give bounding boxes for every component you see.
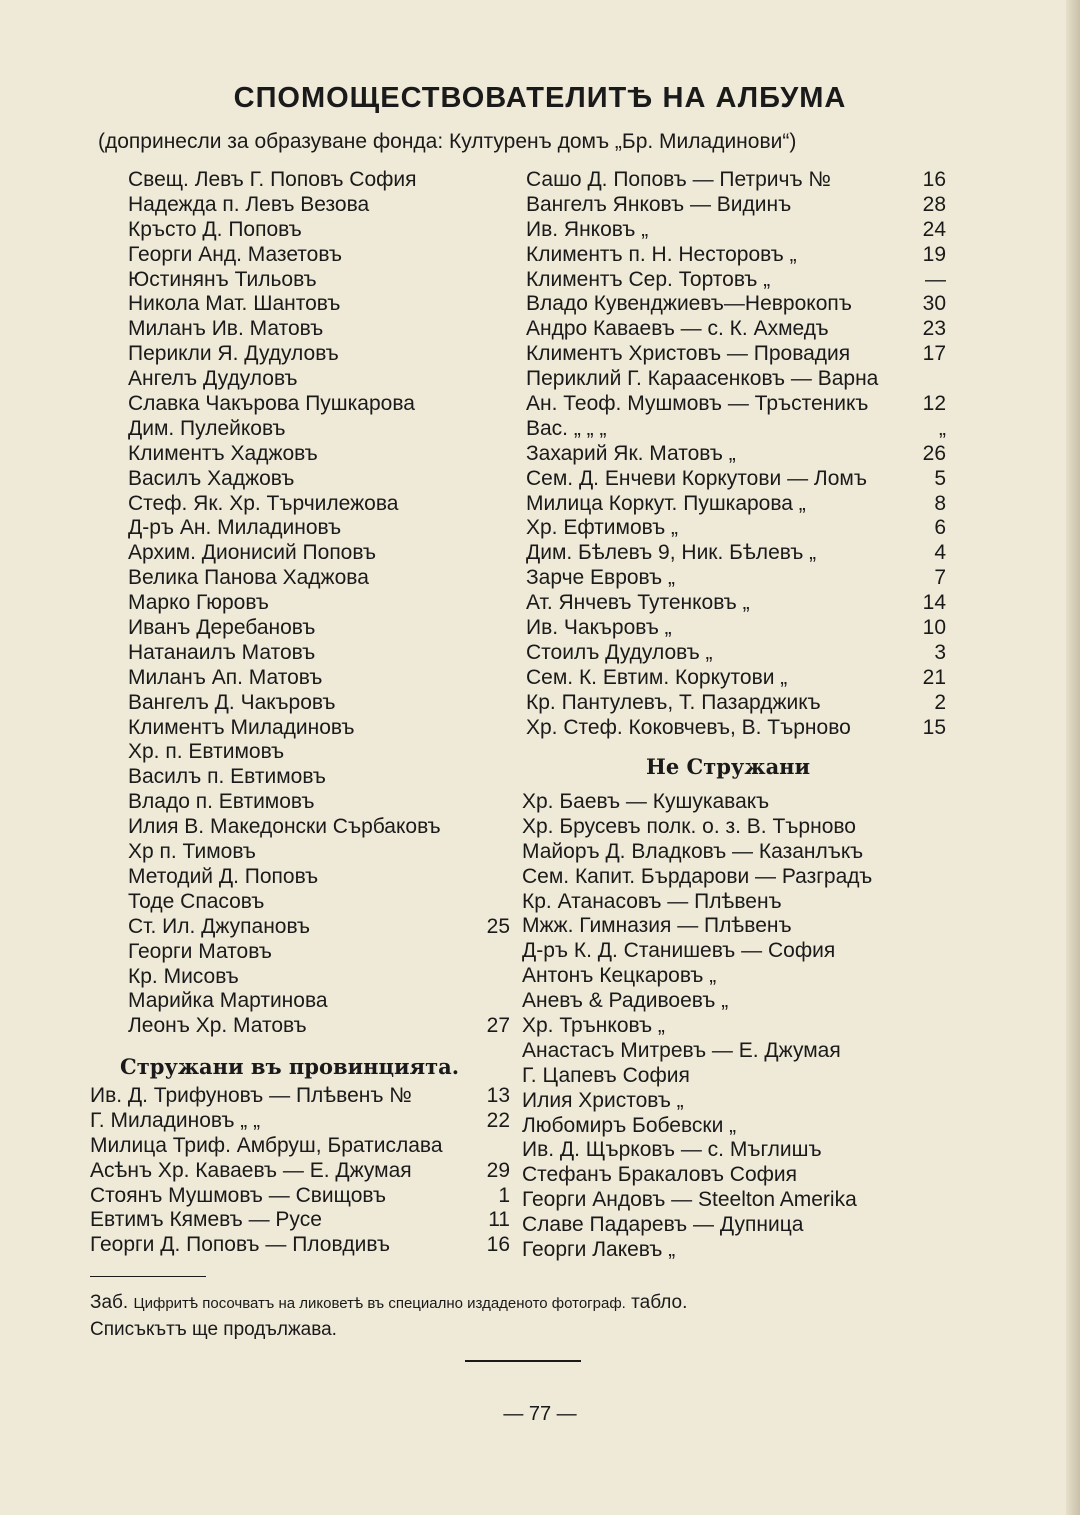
list-item: [128, 417, 510, 442]
list-item: [526, 616, 946, 641]
donor-name: Марийка Мартинова: [128, 989, 328, 1013]
list-item: [128, 915, 510, 940]
list-item: [128, 641, 510, 666]
list-item: [128, 492, 510, 517]
photo-number: [942, 1163, 946, 1188]
photo-number: 14: [922, 591, 946, 615]
photo-number: [506, 367, 510, 392]
photo-number: [506, 168, 510, 193]
list-item: [90, 1134, 510, 1159]
photo-number: 27: [486, 1014, 510, 1038]
list-item: [128, 541, 510, 566]
list-item: [128, 840, 510, 865]
donor-name: Кр. Мисовъ: [128, 964, 239, 988]
footnote-line2: Списъкътъ ще продължава.: [90, 1319, 337, 1340]
photo-number: [506, 641, 510, 666]
donor-name: Хр. Брусевъ полк. о. з. В. Търново: [522, 814, 856, 838]
donor-list-provincia: [90, 1084, 510, 1258]
photo-number: [506, 317, 510, 342]
donor-name: Сем. К. Евтим. Коркутови „: [526, 665, 788, 689]
photo-number: [942, 1114, 946, 1139]
section-heading-ne-struzhani: Не Стружани: [646, 754, 811, 779]
donor-name: Хр. Стеф. Коковчевъ, В. Търново: [526, 715, 851, 739]
photo-number: [506, 765, 510, 790]
donor-name: Вангелъ Янковъ — Видинъ: [526, 192, 792, 216]
donor-name: Зарче Евровъ „: [526, 566, 675, 590]
donor-name: Георги Андовъ — Steelton Amerika: [522, 1188, 857, 1212]
list-item: [526, 691, 946, 716]
section-heading-provincia: Стружани въ провинцията.: [120, 1054, 460, 1079]
photo-number: 22: [486, 1108, 510, 1132]
photo-number: [506, 840, 510, 865]
donor-name: Дим. Пулейковъ: [128, 416, 286, 440]
donor-name: Хр. Ефтимовъ „: [526, 516, 679, 540]
donor-name: Периклий Г. Караасенковъ — Варна: [526, 367, 879, 391]
photo-number: [506, 292, 510, 317]
list-item: [526, 516, 946, 541]
donor-name: Хр. Баевъ — Кушукавакъ: [522, 790, 770, 813]
list-item: [128, 566, 510, 591]
donor-name: Славе Падаревъ — Дупница: [522, 1213, 804, 1237]
donor-name: Георги Анд. Мазетовъ: [128, 242, 342, 266]
list-item: [128, 989, 510, 1014]
photo-number: 17: [922, 342, 946, 366]
photo-number: 11: [488, 1208, 510, 1232]
photo-number: [506, 492, 510, 517]
donor-name: Ат. Янчевъ Тутенковъ „: [526, 591, 750, 615]
list-item: [128, 716, 510, 741]
photo-number: [942, 815, 946, 840]
donor-name: Климентъ Сер. Тортовъ „: [526, 267, 771, 291]
donor-name: Георги Матовъ: [128, 939, 272, 963]
donor-name: Владо п. Евтимовъ: [128, 790, 315, 814]
list-item: [526, 292, 946, 317]
list-item: [522, 790, 946, 815]
photo-number: [506, 193, 510, 218]
donor-name: Аневъ & Радивоевъ „: [522, 989, 729, 1013]
photo-number: 5: [934, 466, 946, 490]
footnote-text: Цифритѣ посочватъ на ликоветѣ въ специално издаденото фотограф.: [133, 1295, 626, 1312]
photo-number: [506, 940, 510, 965]
list-item: [522, 1138, 946, 1163]
donor-name: Вангелъ Д. Чакъровъ: [128, 690, 336, 714]
photo-number: 30: [922, 292, 946, 316]
donor-name: Миланъ Ап. Матовъ: [128, 665, 323, 689]
list-item: [128, 268, 510, 293]
photo-number: —: [925, 267, 946, 291]
photo-number: [506, 541, 510, 566]
donor-list-ne-struzhani: [522, 790, 946, 1263]
list-item: [128, 666, 510, 691]
list-item: [522, 1014, 946, 1039]
photo-number: 28: [922, 192, 946, 216]
donor-name: Перикли Я. Дудуловъ: [128, 342, 339, 366]
list-item: [526, 193, 946, 218]
list-item: [128, 815, 510, 840]
photo-number: 19: [922, 242, 946, 266]
donor-name: Климентъ Христовъ — Провадия: [526, 342, 851, 366]
photo-number: [942, 1213, 946, 1238]
donor-name: Илия Христовъ „: [522, 1088, 684, 1112]
photo-number: 2: [934, 690, 946, 714]
footnote-tail: табло.: [631, 1292, 688, 1313]
list-item: [526, 591, 946, 616]
list-item: [522, 1163, 946, 1188]
list-item: [90, 1084, 510, 1109]
list-item: [522, 1238, 946, 1263]
donor-name: Надежда п. Левъ Везова: [128, 192, 370, 216]
list-item: [128, 516, 510, 541]
donor-name: Любомиръ Бобевски „: [522, 1113, 737, 1137]
list-item: [522, 1089, 946, 1114]
photo-number: [506, 342, 510, 367]
list-item: [522, 840, 946, 865]
list-item: [522, 815, 946, 840]
donor-name: Георги Д. Поповъ — Пловдивъ: [90, 1233, 390, 1257]
photo-number: [506, 989, 510, 1014]
list-item: [526, 268, 946, 293]
photo-number: „: [939, 416, 946, 440]
list-item: [522, 1039, 946, 1064]
photo-number: [506, 616, 510, 641]
photo-number: [942, 890, 946, 915]
donor-name: Хр п. Тимовъ: [128, 840, 256, 864]
list-item: [128, 342, 510, 367]
list-item: [128, 691, 510, 716]
page-title: СПОМОЩЕСТВОВАТЕЛИТѢ НА АЛБУМА: [233, 82, 847, 114]
list-item: [90, 1184, 510, 1209]
photo-number: [942, 1014, 946, 1039]
donor-name: Д-ръ К. Д. Станишевъ — София: [522, 939, 836, 963]
list-item: [526, 417, 946, 442]
donor-name: Стеф. Як. Хр. Търчилежова: [128, 491, 399, 515]
page-edge: [1066, 0, 1080, 1515]
photo-number: 10: [922, 616, 946, 640]
donor-name: Г. Цапевъ София: [522, 1063, 690, 1087]
donor-name: Василъ п. Евтимовъ: [128, 765, 326, 789]
photo-number: 21: [922, 665, 946, 689]
photo-number: 13: [486, 1084, 510, 1107]
donor-name: Вас. „ „ „: [526, 416, 607, 440]
photo-number: [942, 964, 946, 989]
list-item: [526, 566, 946, 591]
list-item: [128, 168, 510, 193]
photo-number: [506, 790, 510, 815]
photo-number: 25: [486, 914, 510, 938]
list-item: [526, 218, 946, 243]
list-item: [128, 865, 510, 890]
photo-number: [506, 392, 510, 417]
photo-number: [506, 566, 510, 591]
photo-number: [942, 865, 946, 890]
donor-name: Анастасъ Митревъ — Е. Джумая: [522, 1038, 841, 1062]
donor-name: Стоилъ Дудуловъ „: [526, 640, 713, 664]
donor-name: Хр. Трънковъ „: [522, 1014, 665, 1038]
list-item: [128, 1014, 510, 1039]
photo-number: [942, 1064, 946, 1089]
photo-number: [942, 1238, 946, 1263]
list-item: [526, 392, 946, 417]
donor-name: Ангелъ Дудуловъ: [128, 367, 298, 391]
list-item: [522, 914, 946, 939]
donor-name: Ив. Д. Щърковъ — с. Мъглишъ: [522, 1138, 822, 1162]
donor-name: Стоянъ Мушмовъ — Свищовъ: [90, 1183, 386, 1207]
list-item: [128, 965, 510, 990]
donor-name: Ив. Чакъровъ „: [526, 616, 672, 640]
footnote-prefix: Заб.: [90, 1292, 129, 1313]
page-subtitle: (допринесли за образуване фонда: Културенъ домъ „Бр. Миладинови“): [98, 130, 797, 153]
page-number: — 77 —: [503, 1403, 577, 1425]
donor-name: Д-ръ Ан. Миладиновъ: [128, 516, 342, 540]
donor-name: Ст. Ил. Джупановъ: [128, 914, 311, 938]
donor-name: Леонъ Хр. Матовъ: [128, 1014, 307, 1038]
photo-number: 26: [922, 441, 946, 465]
list-item: [522, 1188, 946, 1213]
list-item: [526, 342, 946, 367]
footnote: [90, 1290, 970, 1343]
list-item: [526, 641, 946, 666]
photo-number: [506, 1134, 510, 1159]
donor-name: Ив. Д. Трифуновъ — Плѣвенъ №: [90, 1084, 412, 1107]
list-item: [128, 467, 510, 492]
photo-number: 15: [922, 715, 946, 739]
photo-number: [942, 1188, 946, 1213]
list-item: [526, 716, 946, 741]
donor-name: Стефанъ Бракаловъ София: [522, 1163, 798, 1187]
photo-number: 16: [486, 1233, 510, 1257]
donor-name: Сашо Д. Поповъ — Петричъ №: [526, 168, 831, 191]
closing-divider: [465, 1360, 581, 1362]
donor-name: Юстинянъ Тильовъ: [128, 267, 317, 291]
list-item: [522, 890, 946, 915]
list-item: [90, 1159, 510, 1184]
donor-name: Сем. Д. Енчеви Коркутови — Ломъ: [526, 466, 867, 490]
donor-name: Славка Чакърова Пушкарова: [128, 392, 415, 416]
donor-name: Евтимъ Кямевъ — Русе: [90, 1208, 322, 1232]
list-item: [526, 467, 946, 492]
photo-number: [506, 691, 510, 716]
donor-name: Захарий Як. Матовъ „: [526, 441, 736, 465]
list-item: [128, 616, 510, 641]
donor-name: Методий Д. Поповъ: [128, 864, 319, 888]
donor-list-right: [526, 168, 946, 740]
list-item: [526, 492, 946, 517]
photo-number: [942, 1039, 946, 1064]
photo-number: 12: [922, 392, 946, 416]
list-item: [90, 1208, 510, 1233]
donor-name: Тоде Спасовъ: [128, 889, 265, 913]
donor-name: Сем. Капит. Бърдарови — Разградъ: [522, 864, 873, 888]
donor-name: Майоръ Д. Владковъ — Казанлъкъ: [522, 839, 864, 863]
photo-number: [506, 243, 510, 268]
list-item: [526, 666, 946, 691]
photo-number: 23: [922, 317, 946, 341]
donor-name: Кръсто Д. Поповъ: [128, 217, 302, 241]
photo-number: [506, 417, 510, 442]
photo-number: [506, 965, 510, 990]
photo-number: [506, 890, 510, 915]
donor-name: Кр. Атанасовъ — Плѣвенъ: [522, 889, 782, 913]
donor-name: Г. Миладиновъ „ „: [90, 1108, 261, 1132]
list-item: [128, 193, 510, 218]
list-item: [522, 964, 946, 989]
list-item: [128, 442, 510, 467]
list-item: [522, 865, 946, 890]
photo-number: [942, 1138, 946, 1163]
photo-number: 1: [498, 1183, 510, 1207]
donor-name: Антонъ Кецкаровъ „: [522, 964, 717, 988]
list-item: [128, 940, 510, 965]
donor-name: Илия В. Македонски Сърбаковъ: [128, 815, 441, 839]
photo-number: [506, 268, 510, 293]
donor-name: Свещ. Левъ Г. Поповъ София: [128, 168, 417, 191]
photo-number: 4: [934, 541, 946, 565]
photo-number: [506, 815, 510, 840]
photo-number: [942, 840, 946, 865]
donor-name: Никола Мат. Шантовъ: [128, 292, 341, 316]
list-item: [522, 939, 946, 964]
photo-number: 29: [486, 1158, 510, 1182]
donor-name: Климентъ Хаджовъ: [128, 441, 318, 465]
photo-number: 24: [922, 217, 946, 241]
list-item: [128, 790, 510, 815]
donor-name: Натанаилъ Матовъ: [128, 640, 316, 664]
donor-name: Дим. Бѣлевъ 9, Ник. Бѣлевъ „: [526, 541, 817, 565]
donor-name: Милица Коркут. Пушкарова „: [526, 491, 806, 515]
donor-name: Миланъ Ив. Матовъ: [128, 317, 324, 341]
photo-number: [506, 467, 510, 492]
list-item: [128, 765, 510, 790]
photo-number: [506, 218, 510, 243]
donor-name: Владо Кувенджиевъ—Неврокопъ: [526, 292, 852, 316]
list-item: [128, 392, 510, 417]
list-item: [128, 218, 510, 243]
list-item: [128, 367, 510, 392]
list-item: [90, 1233, 510, 1258]
list-item: [128, 243, 510, 268]
photo-number: [942, 914, 946, 939]
donor-name: Ив. Янковъ „: [526, 217, 649, 241]
photo-number: [506, 740, 510, 765]
photo-number: [942, 1089, 946, 1114]
list-item: [128, 591, 510, 616]
list-item: [128, 292, 510, 317]
list-item: [526, 317, 946, 342]
photo-number: [942, 989, 946, 1014]
list-item: [526, 168, 946, 193]
list-item: [522, 1114, 946, 1139]
list-item: [522, 1213, 946, 1238]
donor-list-left: [128, 168, 510, 1039]
photo-number: [942, 790, 946, 815]
list-item: [128, 740, 510, 765]
donor-name: Георги Лакевъ „: [522, 1238, 676, 1262]
list-item: [522, 1064, 946, 1089]
photo-number: [506, 865, 510, 890]
photo-number: [506, 716, 510, 741]
list-item: [526, 367, 946, 392]
donor-name: Хр. п. Евтимовъ: [128, 740, 285, 764]
donor-name: Мжж. Гимназия — Плѣвенъ: [522, 914, 792, 938]
photo-number: [506, 591, 510, 616]
donor-name: Иванъ Деребановъ: [128, 616, 316, 640]
donor-name: Милица Триф. Амбруш, Братислава: [90, 1133, 443, 1157]
donor-name: Кр. Пантулевъ, Т. Пазарджикъ: [526, 690, 821, 714]
list-item: [526, 541, 946, 566]
donor-name: Климентъ п. Н. Несторовъ „: [526, 242, 797, 266]
donor-name: Асѣнъ Хр. Каваевъ — Е. Джумая: [90, 1158, 412, 1182]
donor-name: Андро Каваевъ — с. К. Ахмедъ: [526, 317, 829, 341]
donor-name: Василъ Хаджовъ: [128, 466, 295, 490]
photo-number: [506, 666, 510, 691]
list-item: [522, 989, 946, 1014]
photo-number: [942, 367, 946, 392]
footnote-divider: [90, 1276, 206, 1277]
photo-number: 3: [934, 640, 946, 664]
donor-name: Велика Панова Хаджова: [128, 566, 369, 590]
donor-name: Марко Гюровъ: [128, 591, 269, 615]
photo-number: [942, 939, 946, 964]
list-item: [526, 442, 946, 467]
photo-number: 6: [934, 516, 946, 540]
photo-number: [506, 442, 510, 467]
donor-name: Ан. Теоф. Мушмовъ — Тръстеникъ: [526, 392, 869, 416]
list-item: [526, 243, 946, 268]
donor-name: Климентъ Миладиновъ: [128, 715, 355, 739]
photo-number: 16: [922, 168, 946, 191]
list-item: [128, 317, 510, 342]
photo-number: 8: [934, 491, 946, 515]
photo-number: 7: [934, 566, 946, 590]
photo-number: [506, 516, 510, 541]
list-item: [90, 1109, 510, 1134]
donor-name: Архим. Дионисий Поповъ: [128, 541, 376, 565]
list-item: [128, 890, 510, 915]
